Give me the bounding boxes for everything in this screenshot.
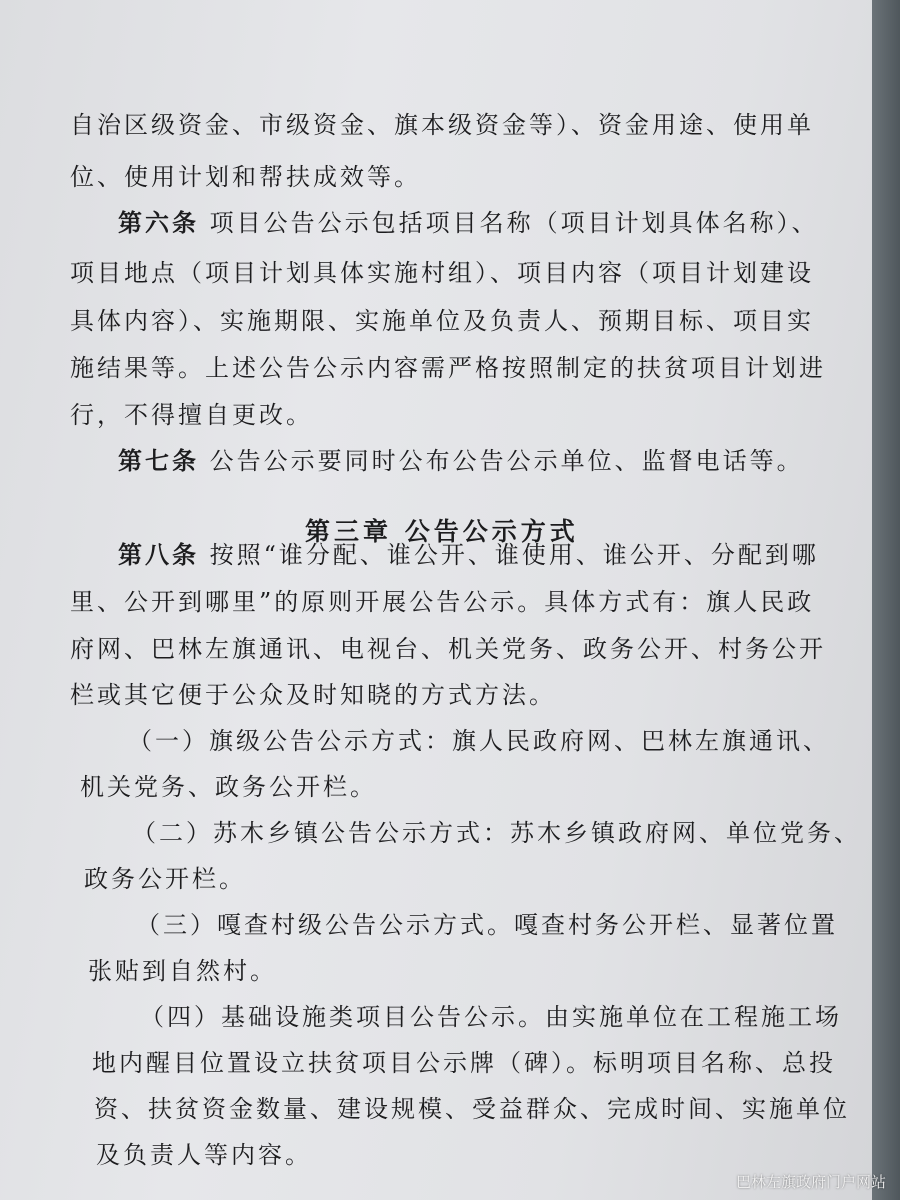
text-line-9: 按照“谁分配、谁公开、谁使用、谁公开、分配到哪 <box>209 541 819 569</box>
text-line-7: 行，不得擅自更改。 <box>70 401 313 429</box>
text-line-18: 张贴到自然村。 <box>88 957 277 985</box>
text-line-11: 府网、巴林左旗通讯、电视台、机关党务、政务公开、村务公开 <box>70 635 826 663</box>
text-line-3: 项目公告公示包括项目名称（项目计划具体名称）、 <box>209 209 819 237</box>
text-line-4: 项目地点（项目计划具体实施村组）、项目内容（项目计划建设 <box>70 259 814 287</box>
article-6-paragraph <box>118 208 819 238</box>
site-watermark: 巴林左旗政府门户网站 <box>735 1173 886 1191</box>
text-line-22: 及负责人等内容。 <box>96 1141 312 1169</box>
text-line-19: （四）基础设施类项目公告公示。由实施单位在工程施工场 <box>140 1003 842 1031</box>
article-7-paragraph <box>118 446 804 476</box>
article-6-label: 第六条 <box>118 208 199 237</box>
text-line-2: 位、使用计划和帮扶成效等。 <box>70 163 421 191</box>
text-line-17: （三）嘎查村级公告公示方式。嘎查村务公开栏、显著位置 <box>136 911 838 939</box>
text-line-6: 施结果等。上述公告公示内容需严格按照制定的扶贫项目计划进 <box>70 354 826 382</box>
text-line-8: 公告公示要同时公布公告公示单位、监督电话等。 <box>209 447 804 475</box>
text-line-1: 自治区级资金、市级资金、旗本级资金等）、资金用途、使用单 <box>70 111 814 139</box>
background-edge <box>872 0 900 1200</box>
text-line-16: 政务公开栏。 <box>84 865 246 893</box>
text-line-15: （二）苏木乡镇公告公示方式：苏木乡镇政府网、单位党务、 <box>132 819 861 847</box>
text-line-14: 机关党务、政务公开栏。 <box>80 773 377 801</box>
text-line-13: （一）旗级公告公示方式：旗人民政府网、巴林左旗通讯、 <box>128 727 830 755</box>
text-line-20: 地内醒目位置设立扶贫项目公示牌（碑）。标明项目名称、总投 <box>92 1049 836 1077</box>
text-line-21: 资、扶贫资金数量、建设规模、受益群众、完成时间、实施单位 <box>94 1095 850 1123</box>
article-8-label: 第八条 <box>118 540 199 569</box>
text-line-12: 栏或其它便于公众及时知晓的方式方法。 <box>70 681 556 709</box>
text-line-5: 具体内容）、实施期限、实施单位及负责人、预期目标、项目实 <box>70 307 814 335</box>
chapter-3-heading: 第三章 公告公示方式 <box>305 517 579 546</box>
article-8-paragraph <box>118 540 819 570</box>
article-7-label: 第七条 <box>118 446 199 475</box>
text-line-10: 里、公开到哪里”的原则开展公告公示。具体方式有：旗人民政 <box>70 588 815 616</box>
